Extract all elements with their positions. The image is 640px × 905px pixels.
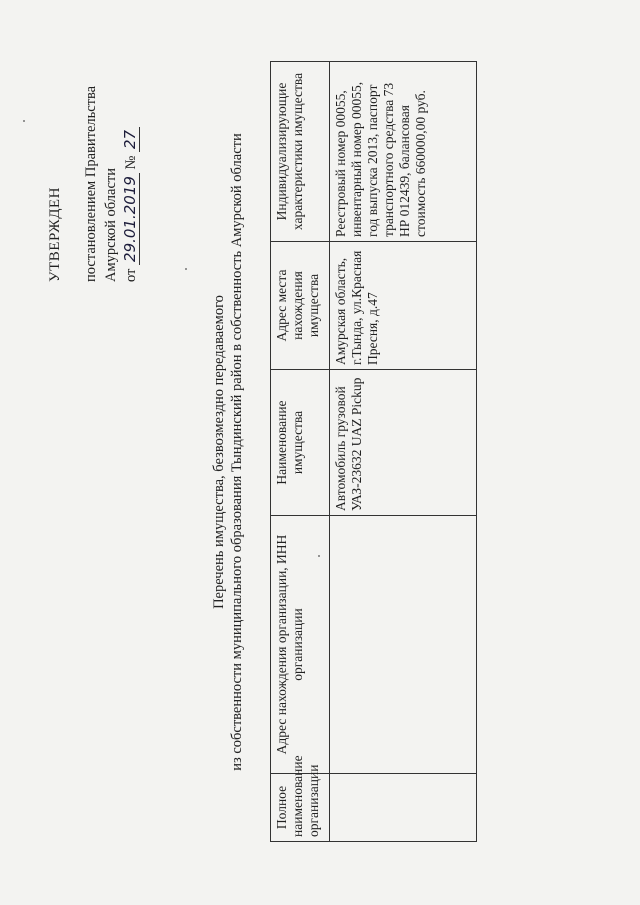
scan-speck — [185, 268, 187, 270]
cell-property-name: Автомобиль грузовой УАЗ-23632 UAZ Pickup — [330, 370, 477, 516]
number-prefix: № — [123, 155, 139, 170]
header-property-address: Адрес места нахождения имущества — [271, 242, 330, 370]
header-org-address: Адрес нахождения организации, ИНН организации — [271, 516, 330, 774]
heading-line-1: Перечень имущества, безвозмездно передаваемого — [211, 295, 227, 609]
rotated-content — [20, 22, 610, 882]
cell-org-name — [330, 774, 477, 842]
handwritten-number: 27 — [121, 127, 140, 152]
cell-org-address — [330, 516, 477, 774]
approval-line-1: постановлением Правительства — [83, 85, 99, 282]
table-header-row — [271, 62, 330, 842]
table-row — [330, 62, 477, 842]
header-org-name: Полное наименование организации — [271, 774, 330, 842]
document-heading — [210, 22, 246, 882]
approval-date-line — [121, 32, 141, 282]
handwritten-date: 29.01.2019 — [121, 173, 140, 265]
header-property-name: Наименование имущества — [271, 370, 330, 516]
approval-block — [45, 32, 141, 282]
cell-property-address: Амурская область, г.Тында, ул.Красная Пресня, д.47 — [330, 242, 477, 370]
heading-line-2: из собственности муниципального образования Тындинский район в собственность Амурской области — [229, 133, 245, 771]
header-property-details: Индивидуализирующие характеристики имущества — [271, 62, 330, 242]
approval-line-2: Амурской области — [103, 168, 119, 282]
property-table — [270, 61, 477, 842]
scan-speck — [318, 555, 320, 557]
scan-speck — [23, 120, 25, 122]
approval-title: УТВЕРЖДЕН — [47, 187, 63, 282]
cell-property-details: Реестровый номер 00055, инвентарный номер 00055, год выпуска 2013, паспорт транспортного средства 73 НР 012439, балансовая стоимость 660000,00 руб. — [330, 62, 477, 242]
date-prefix: от — [123, 268, 139, 282]
